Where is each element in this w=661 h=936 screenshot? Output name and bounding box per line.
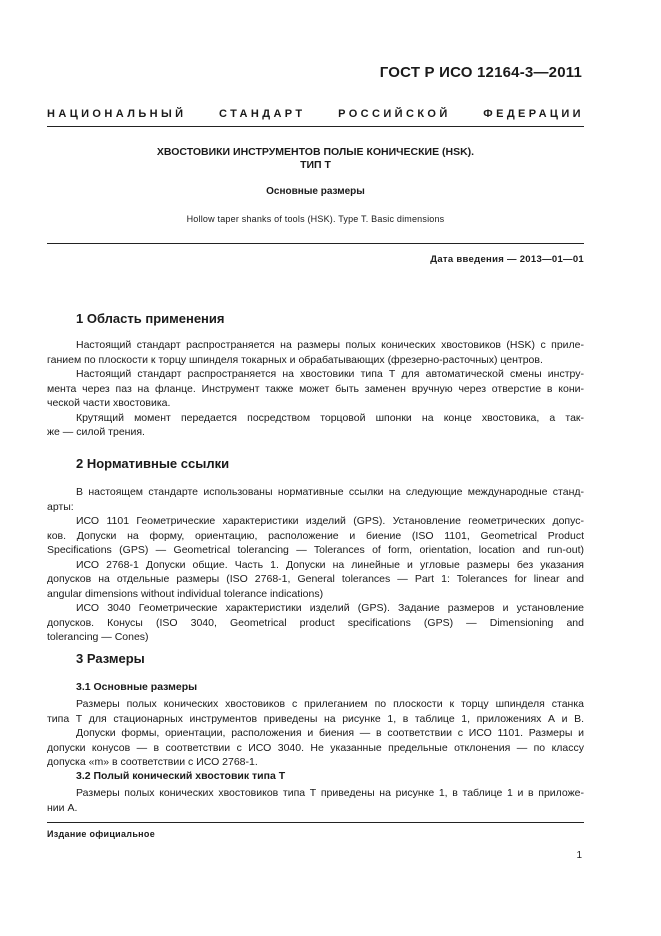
national-standard-banner [47, 108, 584, 120]
text-line: нии А. [47, 801, 78, 814]
text-line: Размеры полых конических хвостовиков типа Т приведены на рисунке 1, в таблице 1 и в приложе- [76, 787, 584, 799]
divider [47, 243, 584, 244]
section-body [47, 338, 584, 440]
text-line: angular dimensions without individual tolerance indications) [47, 587, 324, 600]
text-line: Крутящий момент передается посредством торцовой шпонки на конце хвостовика, а так- [76, 411, 584, 424]
text-line: арты: [47, 500, 74, 513]
text-line: Specifications (GPS) — Geometrical tolerancing — Tolerances of form, orientation, location and run-out) [47, 544, 584, 556]
text-line: допусков. Конусы (ISO 3040, Geometrical product specifications (GPS) — Dimensioning and [47, 616, 584, 629]
section-heading: 3 Размеры [76, 651, 145, 666]
banner-word: ФЕДЕРАЦИИ [483, 108, 584, 120]
text-line: допуски конусов — в соответствии с ИСО 3040. Не указанные предельные отклонения — по классу [47, 741, 584, 754]
footer-divider [47, 822, 584, 823]
text-line: ганием по плоскости к торцу шпинделя токарных и обрабатывающих (фрезерно-расточных) центров. [47, 353, 543, 366]
subsection-body [47, 786, 584, 815]
section-heading: 2 Нормативные ссылки [76, 456, 230, 471]
subsection-heading: 3.1 Основные размеры [76, 681, 198, 693]
text-line: Настоящий стандарт распространяется на хвостовики типа Т для автоматической смены инстру- [76, 368, 584, 380]
banner-word: РОССИЙСКОЙ [338, 108, 451, 120]
section-body [47, 485, 584, 645]
document-title-line2: ТИП Т [300, 159, 331, 171]
text-line: ИСО 3040 Геометрические характеристики изделий (GPS). Задание размеров и установление [76, 602, 584, 614]
divider [47, 126, 584, 127]
text-line: ИСО 1101 Геометрические характеристики изделий (GPS). Установление геометрических допус- [76, 515, 584, 527]
text-line: ИСО 2768-1 Допуски общие. Часть 1. Допуски на линейные и угловые размеры без указания [76, 558, 584, 571]
text-line: Допуски формы, ориентации, расположения и биения — в соответствии с ИСО 1101. Размеры и [76, 727, 584, 739]
standard-id: ГОСТ Р ИСО 12164-3—2011 [379, 64, 582, 81]
text-line: типа Т для стационарных инструментов приведены на рисунке 1, в таблице 1, приложениях А и В. [47, 712, 584, 725]
text-line: Настоящий стандарт распространяется на размеры полых конических хвостовиков (HSK) с приле- [76, 339, 584, 351]
text-line: ков. Допуски на форму, ориентацию, расположение и биение (ISO 1101, Geometrical Product [47, 529, 584, 542]
document-title-line1: ХВОСТОВИКИ ИНСТРУМЕНТОВ ПОЛЫЕ КОНИЧЕСКИЕ (HSK). [156, 146, 475, 158]
banner-word: СТАНДАРТ [219, 108, 306, 120]
subsection-heading: 3.2 Полый конический хвостовик типа Т [76, 770, 286, 782]
subsection-body [47, 697, 584, 770]
text-line: допусков на отдельные размеры (ISO 2768-1, General tolerances — Part 1: Tolerances for linear and [47, 573, 584, 585]
banner-word: НАЦИОНАЛЬНЫЙ [47, 108, 187, 120]
page-number: 1 [576, 850, 582, 861]
introduction-date: Дата введения — 2013—01—01 [430, 254, 584, 265]
text-line: tolerancing — Cones) [47, 631, 149, 643]
text-line: ческой части хвостовика. [47, 397, 171, 409]
document-subtitle: Основные размеры [266, 186, 365, 197]
text-line: допуска «m» в соответствии с ИСО 2768-1. [47, 756, 258, 768]
text-line: Размеры полых конических хвостовиков с прилеганием по плоскости к торцу шпинделя станка [76, 698, 584, 710]
text-line: же — силой трения. [47, 426, 145, 438]
section-heading: 1 Область применения [76, 311, 225, 326]
official-edition-label: Издание официальное [47, 829, 156, 839]
english-title: Hollow taper shanks of tools (HSK). Type T. Basic dimensions [186, 214, 445, 224]
text-line: мента через паз на фланце. Инструмент также может быть заменен вручную через отверстие в кони- [47, 382, 584, 395]
text-line: В настоящем стандарте использованы нормативные ссылки на следующие международные станд- [76, 486, 584, 498]
